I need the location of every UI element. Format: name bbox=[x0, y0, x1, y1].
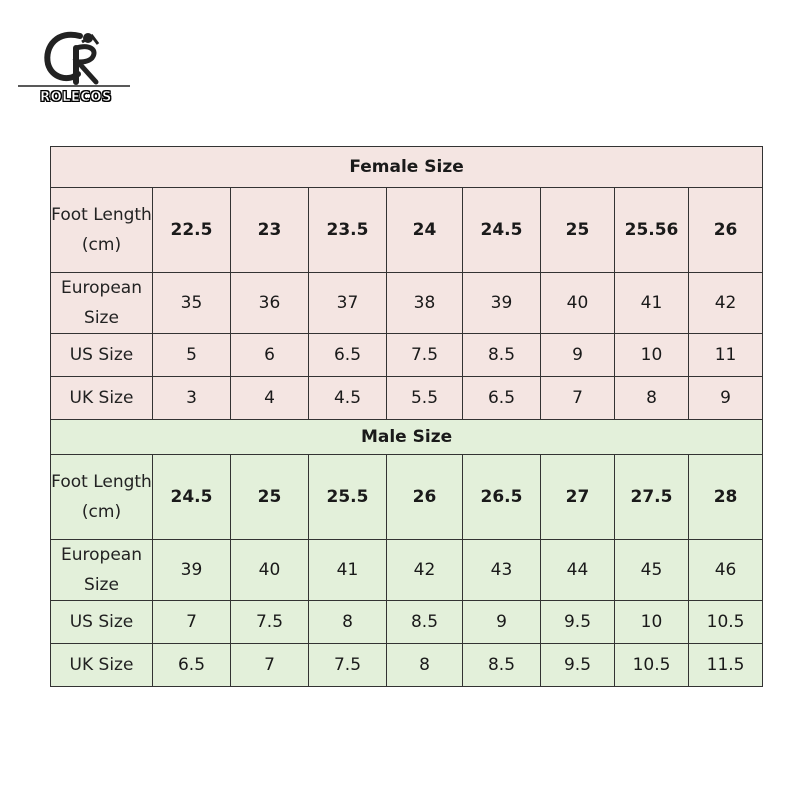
table-cell: 4 bbox=[231, 377, 309, 420]
size-chart-table bbox=[50, 146, 763, 687]
row-label: US Size bbox=[51, 334, 153, 377]
row-label: UK Size bbox=[51, 644, 153, 687]
table-row bbox=[51, 644, 763, 687]
table-cell: 6 bbox=[231, 334, 309, 377]
table-cell: 9 bbox=[541, 334, 615, 377]
table-cell: 25.56 bbox=[615, 188, 689, 273]
table-cell: 25 bbox=[541, 188, 615, 273]
table-cell: 4.5 bbox=[309, 377, 387, 420]
table-cell: 25.5 bbox=[309, 455, 387, 540]
table-row bbox=[51, 455, 763, 540]
table-cell: 7 bbox=[541, 377, 615, 420]
table-cell: 8.5 bbox=[463, 644, 541, 687]
table-cell: 9.5 bbox=[541, 601, 615, 644]
brand-logo bbox=[18, 26, 130, 116]
table-cell: 26.5 bbox=[463, 455, 541, 540]
row-label: European Size bbox=[51, 540, 153, 601]
table-cell: 10.5 bbox=[689, 601, 763, 644]
table-row bbox=[51, 273, 763, 334]
table-cell: 42 bbox=[387, 540, 463, 601]
row-label: Foot Length (cm) bbox=[51, 455, 153, 540]
row-label: European Size bbox=[51, 273, 153, 334]
table-cell: 24.5 bbox=[463, 188, 541, 273]
logo-monogram-icon bbox=[18, 26, 130, 90]
table-cell: 41 bbox=[615, 273, 689, 334]
table-cell: 6.5 bbox=[463, 377, 541, 420]
table-cell: 37 bbox=[309, 273, 387, 334]
table-cell: 8 bbox=[309, 601, 387, 644]
table-cell: 40 bbox=[541, 273, 615, 334]
table-cell: 25 bbox=[231, 455, 309, 540]
table-cell: 28 bbox=[689, 455, 763, 540]
table-cell: 39 bbox=[153, 540, 231, 601]
table-cell: 9 bbox=[463, 601, 541, 644]
table-cell: 5 bbox=[153, 334, 231, 377]
table-cell: 24.5 bbox=[153, 455, 231, 540]
table-cell: 40 bbox=[231, 540, 309, 601]
table-cell: 9 bbox=[689, 377, 763, 420]
table-cell: 35 bbox=[153, 273, 231, 334]
row-label: Foot Length (cm) bbox=[51, 188, 153, 273]
table-cell: 8 bbox=[387, 644, 463, 687]
table-cell: 46 bbox=[689, 540, 763, 601]
table-cell: 8 bbox=[615, 377, 689, 420]
table-cell: 27.5 bbox=[615, 455, 689, 540]
table-row bbox=[51, 540, 763, 601]
table-cell: 6.5 bbox=[153, 644, 231, 687]
table-cell: 42 bbox=[689, 273, 763, 334]
table-cell: 10 bbox=[615, 334, 689, 377]
table-cell: 9.5 bbox=[541, 644, 615, 687]
table-cell: 5.5 bbox=[387, 377, 463, 420]
brand-name: ROLECOS bbox=[40, 90, 112, 105]
table-cell: 7 bbox=[231, 644, 309, 687]
table-row bbox=[51, 188, 763, 273]
table-cell: 26 bbox=[689, 188, 763, 273]
table-cell: 27 bbox=[541, 455, 615, 540]
table-cell: 6.5 bbox=[309, 334, 387, 377]
table-cell: 11.5 bbox=[689, 644, 763, 687]
table-cell: 24 bbox=[387, 188, 463, 273]
table-cell: 45 bbox=[615, 540, 689, 601]
female-section bbox=[51, 147, 763, 420]
table-cell: 8.5 bbox=[387, 601, 463, 644]
table-cell: 26 bbox=[387, 455, 463, 540]
table-cell: 7.5 bbox=[387, 334, 463, 377]
table-row bbox=[51, 334, 763, 377]
table-cell: 11 bbox=[689, 334, 763, 377]
table-cell: 22.5 bbox=[153, 188, 231, 273]
male-size-title: Male Size bbox=[51, 420, 763, 455]
table-cell: 10 bbox=[615, 601, 689, 644]
table-cell: 44 bbox=[541, 540, 615, 601]
table-row bbox=[51, 601, 763, 644]
table-cell: 41 bbox=[309, 540, 387, 601]
table-cell: 23.5 bbox=[309, 188, 387, 273]
table-cell: 10.5 bbox=[615, 644, 689, 687]
row-label: UK Size bbox=[51, 377, 153, 420]
table-cell: 3 bbox=[153, 377, 231, 420]
row-label: US Size bbox=[51, 601, 153, 644]
table-row bbox=[51, 377, 763, 420]
table-cell: 39 bbox=[463, 273, 541, 334]
female-size-title: Female Size bbox=[51, 147, 763, 188]
table-cell: 7 bbox=[153, 601, 231, 644]
table-cell: 38 bbox=[387, 273, 463, 334]
table-cell: 7.5 bbox=[231, 601, 309, 644]
table-cell: 36 bbox=[231, 273, 309, 334]
table-cell: 7.5 bbox=[309, 644, 387, 687]
table-cell: 43 bbox=[463, 540, 541, 601]
male-section bbox=[51, 420, 763, 687]
table-cell: 23 bbox=[231, 188, 309, 273]
table-cell: 8.5 bbox=[463, 334, 541, 377]
